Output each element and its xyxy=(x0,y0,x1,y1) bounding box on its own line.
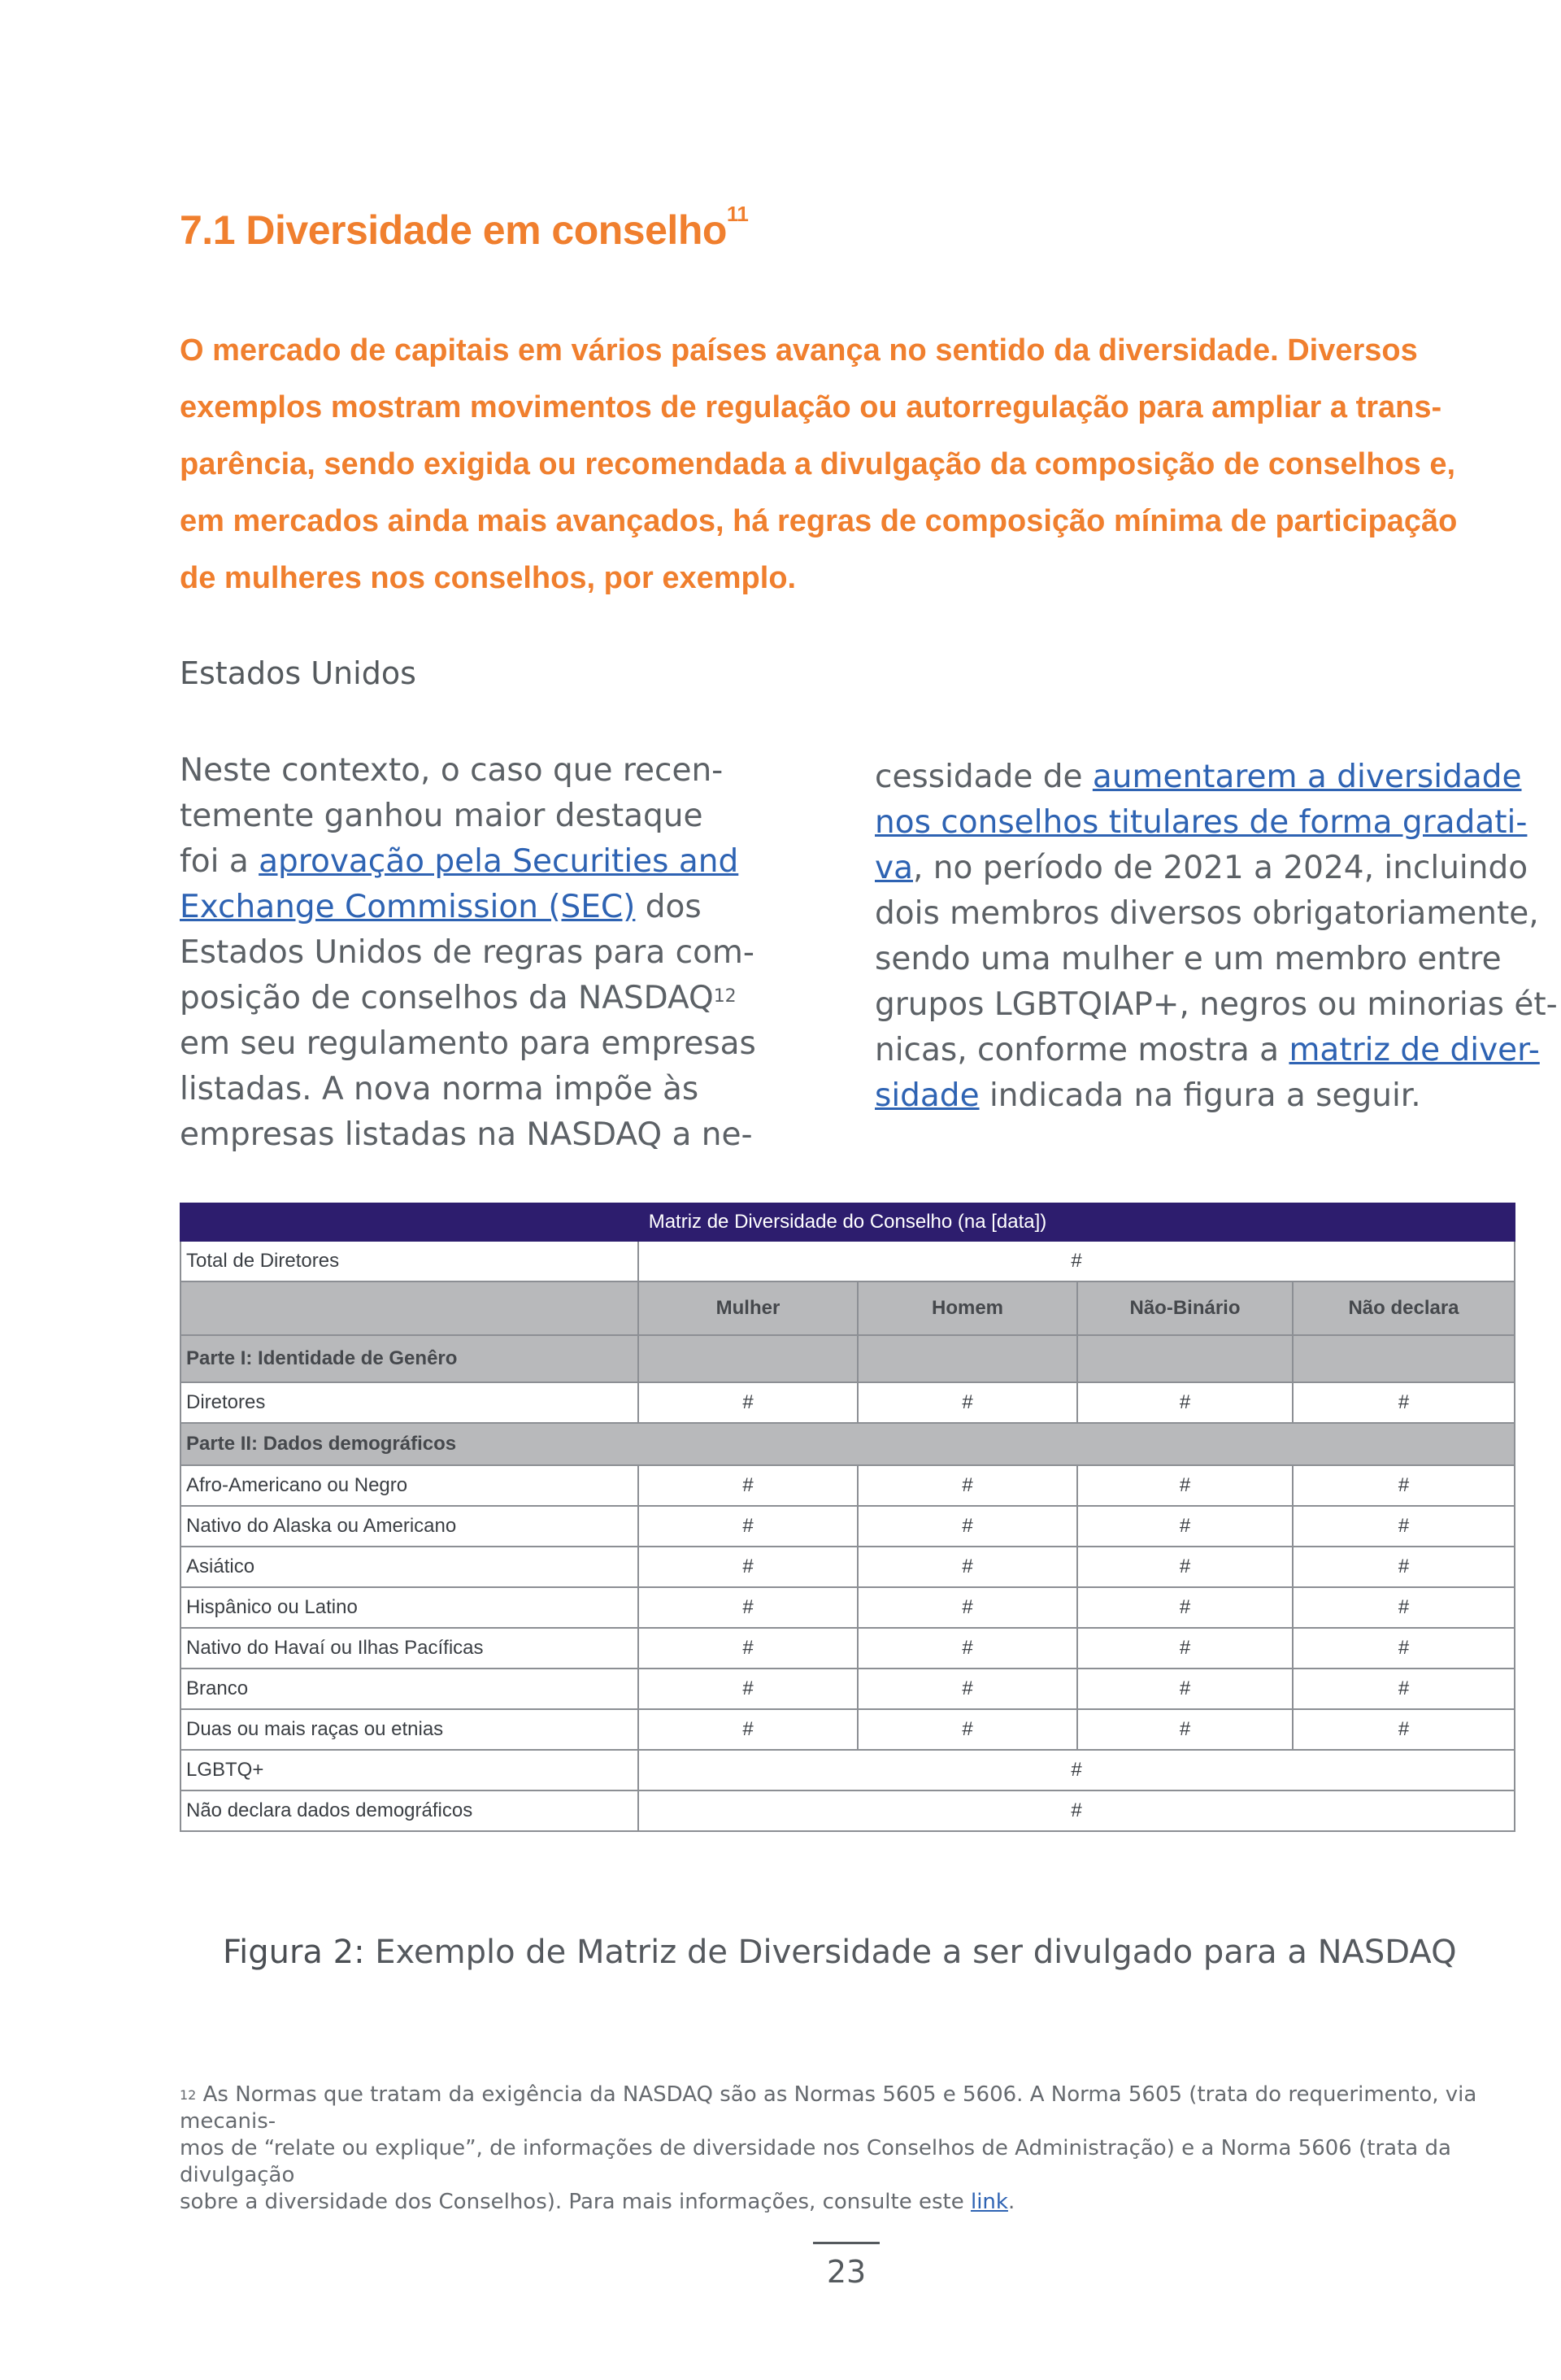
table-cell: # xyxy=(858,1465,1077,1506)
section-heading-text: 7.1 Diversidade em conselho xyxy=(180,207,727,253)
table-cell: # xyxy=(1293,1587,1515,1628)
table-cell: # xyxy=(638,1506,858,1547)
table-row xyxy=(180,1587,1515,1628)
intro-line: em mercados ainda mais avançados, há regras de composição mínima de participação xyxy=(180,504,1458,538)
footnote-line: sobre a diversidade dos Conselhos). Para mais informações, consulte este xyxy=(180,2190,971,2214)
body-line: grupos LGBTQIAP+, negros ou minorias ét- xyxy=(875,986,1558,1023)
row-label: Nativo do Havaí ou Ilhas Pacíficas xyxy=(180,1628,638,1669)
table-cell: # xyxy=(1077,1587,1293,1628)
section-heading xyxy=(180,202,749,254)
column-header-empty xyxy=(180,1281,638,1335)
table-cell xyxy=(1077,1335,1293,1382)
total-directors-label: Total de Diretores xyxy=(180,1241,638,1281)
page-number-divider xyxy=(813,2242,880,2244)
footnote xyxy=(180,2082,1513,2216)
body-column-right xyxy=(875,755,1558,1119)
table-cell: # xyxy=(1077,1547,1293,1587)
increase-diversity-link[interactable]: aumentarem a diversidade xyxy=(1092,759,1522,795)
body-line: dois membros diversos obrigatoriamente, xyxy=(875,895,1539,932)
intro-line: exemplos mostram movimentos de regulação ou autorregulação para ampliar a trans- xyxy=(180,390,1442,424)
table-cell: # xyxy=(638,1750,1515,1790)
body-line: listadas. A nova norma impõe às xyxy=(180,1071,699,1107)
table-row xyxy=(180,1382,1515,1423)
table-cell: # xyxy=(1077,1465,1293,1506)
table-cell: # xyxy=(638,1587,858,1628)
row-label: LGBTQ+ xyxy=(180,1750,638,1790)
body-line: cessidade de xyxy=(875,759,1093,795)
body-line: nicas, conforme mostra a xyxy=(875,1032,1289,1068)
body-line: em seu regulamento para empresas xyxy=(180,1025,756,1062)
table-cell: # xyxy=(1077,1382,1293,1423)
intro-line: parência, sendo exigida ou recomendada a divulgação da composição de conselhos e, xyxy=(180,447,1456,481)
diversity-matrix-link[interactable]: matriz de diver- xyxy=(1289,1032,1540,1068)
table-cell: # xyxy=(1077,1506,1293,1547)
table-cell: # xyxy=(638,1669,858,1709)
table-cell: # xyxy=(1293,1709,1515,1750)
body-line: Neste contexto, o caso que recen- xyxy=(180,752,724,789)
figure-label: Figura 2: xyxy=(223,1934,365,1971)
table-title: Matriz de Diversidade do Conselho (na [data]) xyxy=(180,1203,1515,1241)
diversity-matrix-link-cont[interactable]: sidade xyxy=(875,1077,980,1114)
intro-paragraph xyxy=(180,322,1513,607)
subsection-title: Estados Unidos xyxy=(180,655,416,691)
table-cell: # xyxy=(1293,1465,1515,1506)
body-line: , no período de 2021 a 2024, incluindo xyxy=(912,850,1528,886)
column-header: Mulher xyxy=(638,1281,858,1335)
table-cell: # xyxy=(638,1790,1515,1831)
footnote-link[interactable]: link xyxy=(970,2190,1008,2214)
body-line: temente ganhou maior destaque xyxy=(180,798,703,834)
table-cell: # xyxy=(1077,1669,1293,1709)
table-row xyxy=(180,1628,1515,1669)
row-label: Duas ou mais raças ou etnias xyxy=(180,1709,638,1750)
table-cell: # xyxy=(1293,1628,1515,1669)
body-line: Estados Unidos de regras para com- xyxy=(180,934,754,971)
table-row xyxy=(180,1750,1515,1790)
column-header: Não declara xyxy=(1293,1281,1515,1335)
footnote-line-end: . xyxy=(1007,2190,1015,2214)
column-header: Não-Binário xyxy=(1077,1281,1293,1335)
table-cell xyxy=(858,1335,1077,1382)
table-cell xyxy=(1293,1335,1515,1382)
footnote-ref-11[interactable]: 11 xyxy=(726,202,749,226)
column-header: Homem xyxy=(858,1281,1077,1335)
intro-line: de mulheres nos conselhos, por exemplo. xyxy=(180,561,797,595)
page-number: 23 xyxy=(826,2254,867,2290)
diversity-matrix-table xyxy=(180,1203,1515,1832)
table-row xyxy=(180,1709,1515,1750)
sec-approval-link-cont[interactable]: Exchange Commission (SEC) xyxy=(180,889,636,925)
section-label: Parte I: Identidade de Genêro xyxy=(180,1335,638,1382)
table-cell: # xyxy=(858,1669,1077,1709)
table-cell: # xyxy=(858,1506,1077,1547)
figure-caption xyxy=(223,1934,1457,1971)
row-label: Branco xyxy=(180,1669,638,1709)
table-cell: # xyxy=(858,1628,1077,1669)
total-directors-value: # xyxy=(638,1241,1515,1281)
footnote-line: As Normas que tratam da exigência da NASDAQ são as Normas 5605 e 5606. A Norma 5605 (trata do requerimento, via mecanis- xyxy=(180,2082,1477,2134)
table-row xyxy=(180,1669,1515,1709)
sec-approval-link[interactable]: aprovação pela Securities and xyxy=(259,843,739,880)
table-row xyxy=(180,1547,1515,1587)
body-line: indicada na figura a seguir. xyxy=(979,1077,1421,1114)
table-cell: # xyxy=(858,1547,1077,1587)
table-cell: # xyxy=(638,1382,858,1423)
increase-diversity-link-cont[interactable]: nos conselhos titulares de forma gradati- xyxy=(875,804,1528,841)
section-row xyxy=(180,1423,1515,1465)
table-cell: # xyxy=(638,1547,858,1587)
table-cell: # xyxy=(1293,1506,1515,1547)
table-cell: # xyxy=(858,1382,1077,1423)
table-cell: # xyxy=(858,1709,1077,1750)
table-cell: # xyxy=(1077,1709,1293,1750)
table-cell: # xyxy=(1077,1628,1293,1669)
row-label: Afro-Americano ou Negro xyxy=(180,1465,638,1506)
table-cell xyxy=(638,1335,858,1382)
column-header-row xyxy=(180,1281,1515,1335)
body-line: sendo uma mulher e um membro entre xyxy=(875,941,1502,977)
increase-diversity-link-end[interactable]: va xyxy=(875,850,913,886)
table-cell: # xyxy=(858,1587,1077,1628)
intro-line: O mercado de capitais em vários países avança no sentido da diversidade. Diversos xyxy=(180,333,1418,368)
body-line: posição de conselhos da NASDAQ xyxy=(180,980,714,1016)
table-row xyxy=(180,1465,1515,1506)
table-title-row xyxy=(180,1203,1515,1241)
table-cell: # xyxy=(638,1465,858,1506)
row-label: Hispânico ou Latino xyxy=(180,1587,638,1628)
section-row xyxy=(180,1335,1515,1382)
table-row xyxy=(180,1241,1515,1281)
table-cell: # xyxy=(638,1628,858,1669)
table-row xyxy=(180,1506,1515,1547)
table-cell: # xyxy=(1293,1382,1515,1423)
footnote-line: mos de “relate ou explique”, de informações de diversidade nos Conselhos de Administração) e a Norma 5606 (trata da divulgação xyxy=(180,2136,1451,2187)
table-row xyxy=(180,1790,1515,1831)
table-cell: # xyxy=(638,1709,858,1750)
table-cell: # xyxy=(1293,1669,1515,1709)
footnote-number: 12 xyxy=(180,2087,197,2103)
row-label: Diretores xyxy=(180,1382,638,1423)
figure-caption-text: Exemplo de Matriz de Diversidade a ser divulgado para a NASDAQ xyxy=(364,1934,1457,1971)
section-label: Parte II: Dados demográficos xyxy=(180,1423,1515,1465)
body-line: empresas listadas na NASDAQ a ne- xyxy=(180,1116,753,1153)
body-line: foi a xyxy=(180,843,259,880)
footnote-ref-12[interactable]: 12 xyxy=(713,986,737,1007)
row-label: Não declara dados demográficos xyxy=(180,1790,638,1831)
body-line: dos xyxy=(635,889,702,925)
table-cell: # xyxy=(1293,1547,1515,1587)
body-column-left xyxy=(180,748,756,1158)
row-label: Asiático xyxy=(180,1547,638,1587)
row-label: Nativo do Alaska ou Americano xyxy=(180,1506,638,1547)
